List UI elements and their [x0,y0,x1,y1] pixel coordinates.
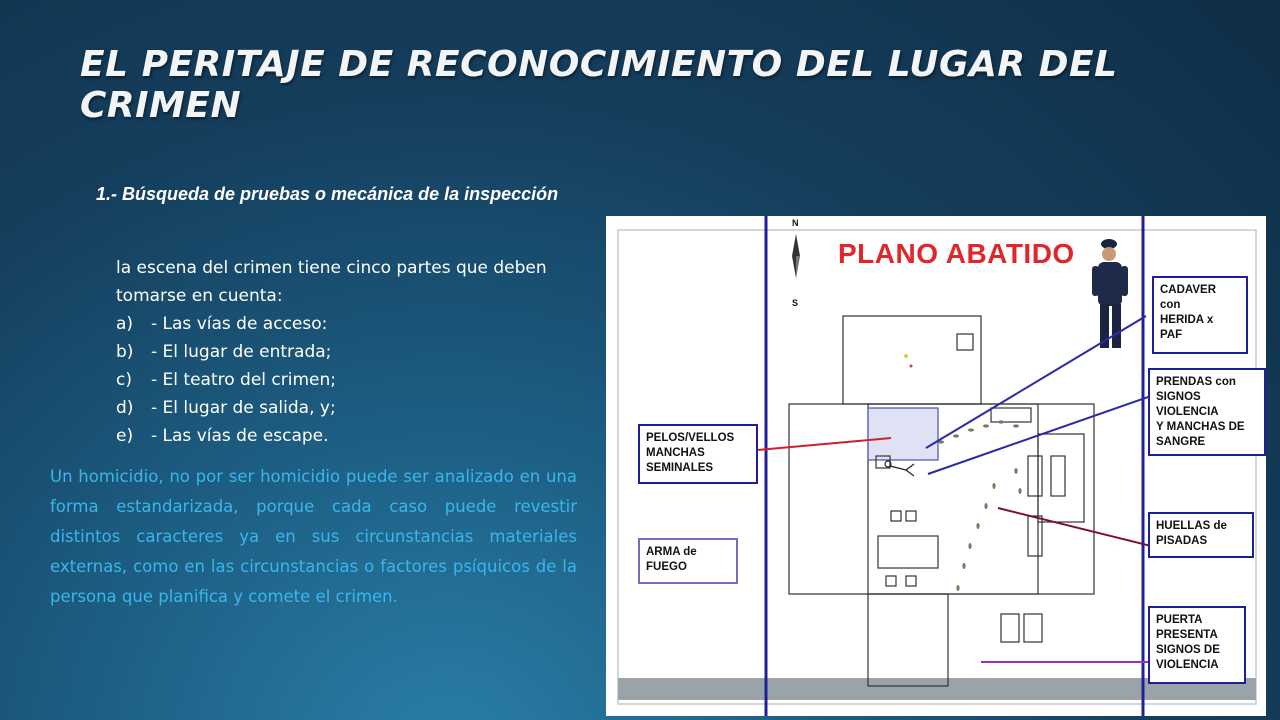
list-marker: a) [116,314,134,334]
list-marker: e) [116,426,134,446]
intro-text: la escena del crimen tiene cinco partes que deben tomarse en cuenta: [116,258,547,306]
list-text: - El lugar de entrada; [151,342,332,362]
list-text: - El lugar de salida, y; [151,398,336,418]
callout-puerta: PUERTA PRESENTA SIGNOS DE VIOLENCIA [1148,606,1246,684]
upper-room [843,316,981,404]
body-paragraph: Un homicidio, no por ser homicidio puede ser analizado en una forma estandarizada, porque cada caso puede revestir distintos caracteres ya en sus circunstancias materiales externas, como en las circunstancias o factores psíquicos de la persona que planifica y comete el crimen. [50,467,577,606]
arrow-huellas [998,508,1151,546]
list-item [116,422,336,450]
callout-arma: ARMA de FUEGO [638,538,738,584]
callout-huellas: HUELLAS de PISADAS [1148,512,1254,558]
list-item [116,394,336,422]
list-item [116,338,336,366]
list-text: - El teatro del crimen; [151,370,336,390]
plan-title: PLANO ABATIDO [838,238,1075,269]
callout-prendas: PRENDAS con SIGNOS VIOLENCIA Y MANCHAS DE SANGRE [1148,368,1266,456]
callout-cadaver: CADAVER con HERIDA x PAF [1152,276,1248,354]
arrow-prendas [928,396,1151,474]
arrow-cadaver [926,316,1146,448]
list-text: - Las vías de escape. [151,426,329,446]
parts-list [116,310,336,450]
footprints [904,354,1022,591]
list-marker: c) [116,370,132,390]
slide-title: EL PERITAJE DE RECONOCIMIENTO DEL LUGAR DEL CRIMEN [80,44,1118,126]
list-item [116,310,336,338]
list-item [116,366,336,394]
list-marker: d) [116,398,134,418]
lower-room [868,594,948,686]
list-marker: b) [116,342,134,362]
police-officer-icon [1092,239,1128,348]
callout-pelos: PELOS/VELLOS MANCHAS SEMINALES [638,424,758,484]
compass-south: S [792,298,799,308]
list-text: - Las vías de acceso: [151,314,328,334]
compass-icon [792,234,800,278]
crime-scene-plan [606,216,1266,716]
compass-north: N [792,218,799,228]
slide-subtitle: 1.- Búsqueda de pruebas o mecánica de la inspección [96,184,559,204]
